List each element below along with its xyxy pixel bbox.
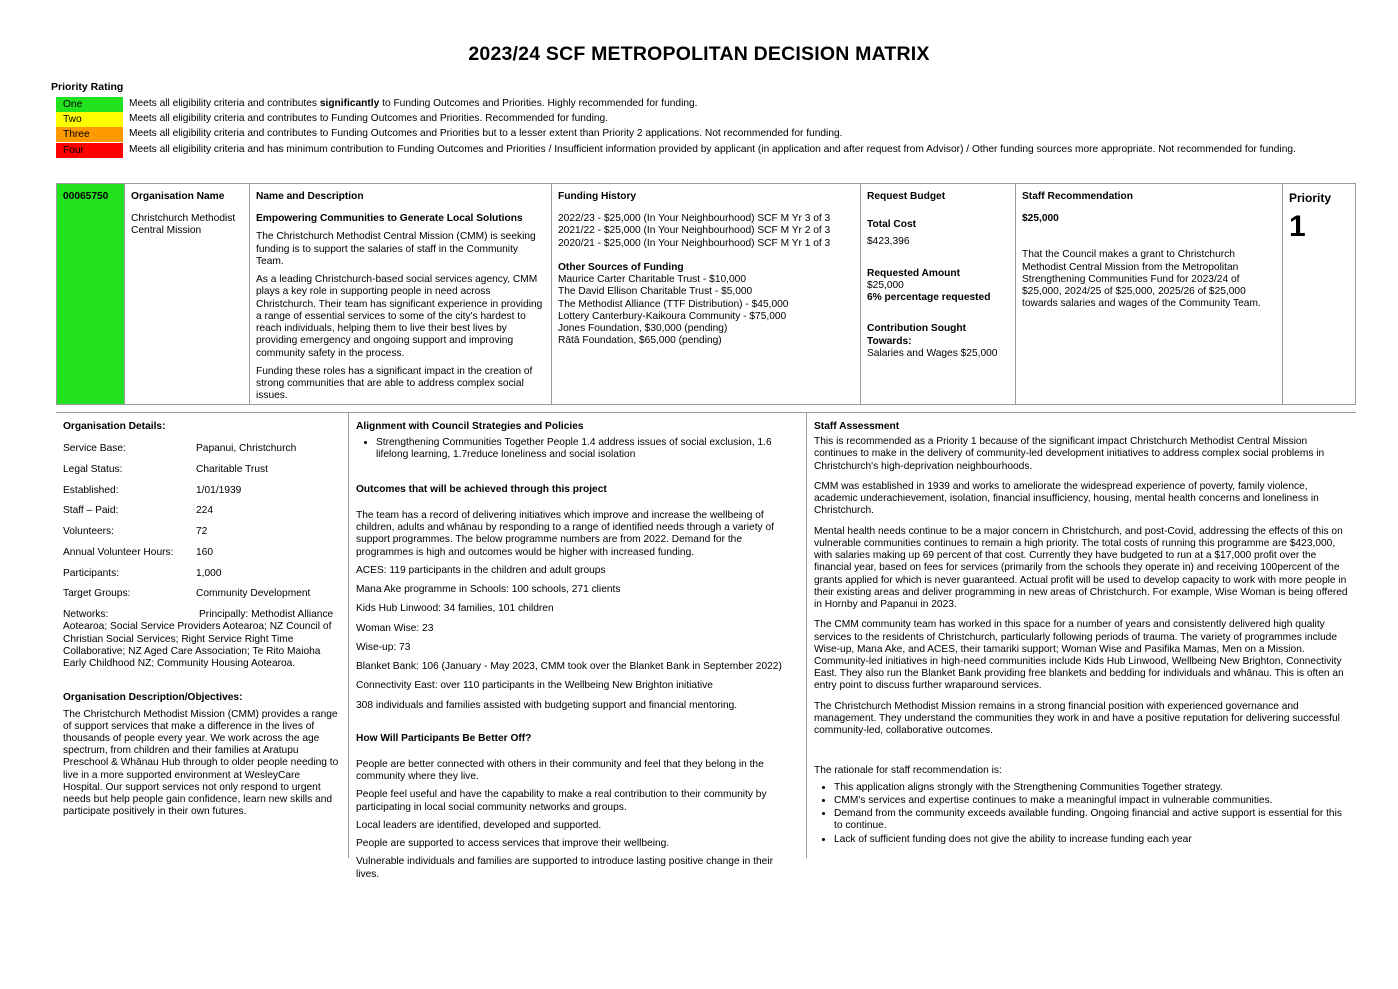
- staff-recommendation-text: That the Council makes a grant to Christchurch Methodist Central Mission from the Metropolitan Strengthening Communities Fund for 2023/24 of $25,000, 2024/25 of $25,000, 2025/26 of $25,000 towards salaries and wages of the Community Team.: [1022, 249, 1261, 310]
- funding-history-column: [552, 184, 861, 404]
- detail-row: [63, 547, 341, 559]
- application-id: 00065750: [57, 184, 125, 404]
- detail-value: Papanui, Christchurch: [196, 443, 297, 455]
- detail-label: Annual Volunteer Hours:: [63, 546, 174, 558]
- total-cost-value: $423,396: [867, 236, 910, 248]
- funding-history-item: 2020/21 - $25,000 (In Your Neighbourhood) SCF M Yr 1 of 3: [558, 237, 831, 249]
- other-source-item: The Methodist Alliance (TTF Distribution) - $45,000: [558, 298, 789, 310]
- description-paragraph: As a leading Christchurch-based social services agency, CMM plays a key role in supporting people in need across Christchurch. Their team has significant experience in providing a range of essential services to some of the city's hardest to reach individuals, helping them to live their best lives by providing emergency and ongoing support and improving community safety in the process.: [256, 274, 543, 359]
- better-off-item: Local leaders are identified, developed and supported.: [356, 819, 602, 831]
- other-source-item: Maurice Carter Charitable Trust - $10,000: [558, 274, 746, 286]
- priority-description: [123, 97, 1316, 110]
- priority-legend-row: [56, 127, 1316, 142]
- networks-label: Networks:: [63, 609, 109, 621]
- other-source-item: Lottery Canterbury-Kaikoura Community - $75,000: [558, 310, 787, 322]
- organisation-details-column: [56, 413, 349, 858]
- contribution-label: Contribution Sought Towards:: [867, 323, 967, 347]
- outcomes-header: Outcomes that will be achieved through this project: [356, 483, 607, 495]
- page-title: 2023/24 SCF METROPOLITAN DECISION MATRIX: [468, 43, 930, 65]
- outcome-item: Kids Hub Linwood: 34 families, 101 children: [356, 603, 554, 615]
- staff-recommendation-column: [1016, 184, 1283, 404]
- assessment-paragraph: The Christchurch Methodist Mission remains in a strong financial position with experienced governance and management. They understand the communities they work in and have a positive reputation for delivering successful community-led, collaborative outcomes.: [814, 700, 1340, 737]
- alignment-list: [356, 437, 799, 461]
- detail-value: 160: [196, 546, 213, 558]
- priority-description: [123, 143, 1316, 156]
- priority-value: 1: [1289, 210, 1306, 244]
- detail-row: [63, 443, 341, 455]
- other-source-item: Rātā Foundation, $65,000 (pending): [558, 335, 722, 347]
- request-budget-column: [861, 184, 1016, 404]
- outcome-item: Wise-up: 73: [356, 641, 411, 653]
- priority-swatch: One: [56, 97, 123, 112]
- detail-value: 224: [196, 505, 213, 517]
- priority-text-emphasis: significantly: [319, 98, 380, 109]
- priority-text: to Funding Outcomes and Priorities. Highly recommended for funding.: [379, 98, 698, 109]
- detail-label: Target Groups:: [63, 588, 131, 600]
- project-title: Empowering Communities to Generate Local Solutions: [256, 213, 523, 225]
- decision-matrix-row: [56, 183, 1356, 405]
- priority-text: Meets all eligibility criteria and contributes to Funding Outcomes and Priorities but to a lesser extent than Priority 2 applications. Not recommended for funding.: [129, 128, 843, 139]
- name-description-header: Name and Description: [256, 191, 364, 202]
- better-off-item: People are supported to access services that improve their wellbeing.: [356, 838, 670, 850]
- assessment-paragraph: Mental health needs continue to be a major concern in Christchurch, and post-Covid, addressing the effects of this on vulnerable communities continues to remain a high priority. The total costs of running this programme are $423,000, with salaries making up 69 percent of that cost. Currently they have budgeted to run at a $17,000 profit over the financial year, based on fees for services (primarily from the schools they operate in) and receiving 100percent of the grants applied for which is never guaranteed. Actual profit will be used to develop capacity to work with more people in their existing areas and deliver programming in new areas of Christchurch. For example, Wise Woman is being offered in Hornby and Papanui in 2023.: [814, 525, 1348, 611]
- funding-history-item: 2022/23 - $25,000 (In Your Neighbourhood) SCF M Yr 3 of 3: [558, 213, 831, 225]
- better-off-header: How Will Participants Be Better Off?: [356, 732, 532, 744]
- detail-label: Volunteers:: [63, 526, 114, 538]
- other-sources-header: Other Sources of Funding: [558, 261, 684, 273]
- priority-text: Meets all eligibility criteria and contributes: [129, 98, 320, 109]
- detail-value: Charitable Trust: [196, 463, 268, 475]
- assessment-paragraph: This is recommended as a Priority 1 because of the significant impact Christchurch Methodist Central Mission continues to make in the delivery of community-led development initiatives to address complex social problems in Christchurch's high-deprivation neighbourhoods.: [814, 436, 1325, 472]
- funding-history-header: Funding History: [558, 191, 637, 202]
- detail-value: 1,000: [196, 567, 222, 579]
- rationale-list: [814, 782, 1349, 846]
- detail-row: [63, 568, 341, 580]
- detail-label: Participants:: [63, 567, 120, 579]
- outcome-item: Connectivity East: over 110 participants in the Wellbeing New Brighton initiative: [356, 680, 713, 692]
- assessment-paragraph: CMM was established in 1939 and works to ameliorate the widespread experience of poverty, family violence, academic underachievement, isolation, financial insufficiency, housing, mental health concerns and loneliness in Christchurch.: [814, 480, 1319, 517]
- alignment-item: • Strengthening Communities Together People 1.4 address issues of social exclusion, 1.6 lifelong learning, 1.7reduce loneliness and social isolation: [376, 437, 799, 461]
- other-source-item: The David Ellison Charitable Trust - $5,000: [558, 286, 753, 298]
- funding-history-item: 2021/22 - $25,000 (In Your Neighbourhood) SCF M Yr 2 of 3: [558, 225, 831, 237]
- priority-description: [123, 127, 1316, 140]
- rationale-intro: The rationale for staff recommendation is:: [814, 765, 1002, 777]
- name-description-column: [250, 184, 552, 404]
- better-off-item: People are better connected with others in their community and feel that they belong in the community where they live.: [356, 758, 764, 783]
- detail-row: [63, 526, 341, 538]
- detail-row: [63, 464, 341, 476]
- priority-legend-row: [56, 112, 1316, 127]
- networks-row: [63, 609, 341, 621]
- priority-swatch: Two: [56, 112, 123, 127]
- priority-description: [123, 112, 1316, 125]
- priority-legend-row: [56, 97, 1316, 112]
- detail-value: Community Development: [196, 588, 311, 600]
- outcome-item: Blanket Bank: 106 (January - May 2023, CMM took over the Blanket Bank in September 2022): [356, 661, 782, 673]
- priority-header: Priority: [1289, 191, 1332, 205]
- request-budget-header: Request Budget: [867, 191, 946, 202]
- better-off-item: People feel useful and have the capability to make a real contribution to their community by participating in local social community networks and groups.: [356, 789, 767, 813]
- detail-label: Established:: [63, 484, 119, 496]
- outcome-item: Woman Wise: 23: [356, 622, 434, 634]
- staff-recommended-amount: $25,000: [1022, 213, 1059, 225]
- detail-label: Staff – Paid:: [63, 505, 119, 517]
- detail-value: 1/01/1939: [196, 484, 242, 496]
- rationale-item: • Lack of sufficient funding does not give the ability to increase funding each year: [834, 834, 1349, 846]
- contribution-value: Salaries and Wages $25,000: [867, 347, 998, 359]
- priority-swatch: Four: [56, 143, 123, 158]
- outcome-item: Mana Ake programme in Schools: 100 schools, 271 clients: [356, 584, 621, 596]
- detail-row: [63, 505, 341, 517]
- organisation-description: The Christchurch Methodist Mission (CMM) provides a range of support services that make a difference in the lives of thousands of people every year. We work across the age spectrum, from children and their families at Aratupu Preschool & Whānau Hub through to older people needing to live in a more supported environment at WesleyCare Hospital. Our support services not only respond to urgent needs but help people gain confidence, learn new skills and participate positively in their own futures.: [63, 708, 339, 818]
- outcomes-intro: The team has a record of delivering initiatives which improve and increase the wellbeing of children, adults and whānau by responding to a range of identified needs through a variety of support programmes. The below programme numbers are from 2022. Demand for the programmes is high and outcomes would be higher with increased funding.: [356, 509, 774, 558]
- rationale-item: • Demand from the community exceeds available funding. Ongoing financial and active support is essential for this to continue.: [834, 808, 1349, 832]
- details-section: [56, 413, 1356, 880]
- total-cost-label: Total Cost: [867, 219, 917, 231]
- alignment-header: Alignment with Council Strategies and Policies: [356, 421, 584, 432]
- staff-assessment-column: [807, 413, 1356, 858]
- description-paragraph: The Christchurch Methodist Central Mission (CMM) is seeking funding is to support the salaries of staff in the Community Team.: [256, 231, 536, 267]
- rationale-item: • CMM's services and expertise continues to make a meaningful impact in vulnerable communities.: [834, 795, 1349, 807]
- other-source-item: Jones Foundation, $30,000 (pending): [558, 323, 728, 335]
- rationale-item: • This application aligns strongly with the Strengthening Communities Together strategy.: [834, 782, 1349, 794]
- networks-first: Principally: Methodist Alliance: [199, 609, 334, 621]
- detail-label: Service Base:: [63, 443, 126, 455]
- networks-rest: Aotearoa; Social Service Providers Aotearoa; NZ Council of Christian Social Services; Right Service Right Time Collaborative; NZ Aged Care Association; Te Rito Maioha Early Childhood NZ; Community Housing Aotearoa.: [63, 621, 332, 670]
- outcome-item: ACES: 119 participants in the children and adult groups: [356, 564, 606, 576]
- priority-rating-heading: Priority Rating: [51, 81, 124, 93]
- priority-legend-row: [56, 143, 1316, 158]
- better-off-item: Vulnerable individuals and families are supported to introduce lasting positive change in their lives.: [356, 856, 773, 880]
- percentage-requested: 6% percentage requested: [867, 292, 991, 304]
- detail-row: [63, 485, 341, 497]
- requested-amount-value: $25,000: [867, 279, 904, 291]
- alignment-column: [349, 413, 807, 880]
- staff-recommendation-header: Staff Recommendation: [1022, 191, 1133, 202]
- requested-amount-label: Requested Amount: [867, 267, 961, 279]
- description-paragraph: Funding these roles has a significant impact in the creation of strong communities that are able to address complex social issues.: [256, 365, 533, 402]
- outcome-item: 308 individuals and families assisted with budgeting support and financial mentoring.: [356, 699, 738, 711]
- detail-label: Legal Status:: [63, 463, 123, 475]
- priority-swatch: Three: [56, 127, 123, 142]
- organisation-name-header: Organisation Name: [131, 191, 225, 202]
- organisation-column: [125, 184, 250, 404]
- priority-legend: [56, 97, 1316, 158]
- priority-column: [1283, 184, 1355, 404]
- organisation-details-header: Organisation Details:: [63, 421, 166, 432]
- detail-row: [63, 588, 341, 600]
- staff-assessment-header: Staff Assessment: [814, 421, 900, 432]
- organisation-description-header: Organisation Description/Objectives:: [63, 692, 243, 704]
- priority-text: Meets all eligibility criteria and has minimum contribution to Funding Outcomes and Priorities / Insufficient information provided by applicant (in application and after request from Advisor) / Other funding sources more appropriate. Not recommended for funding.: [129, 144, 1296, 155]
- organisation-name: Christchurch Methodist Central Mission: [131, 213, 236, 237]
- assessment-paragraph: The CMM community team has worked in this space for a number of years and consistently delivered high quality services to the residents of Christchurch, particularly following periods of trauma. The variety of programmes include Wise-up, Mana Ake, and ACES, their tamariki support; Woman Wise and Pasifika Mamas, Men on a Mission. Community-led initiatives in high-need communities include Kids Hub Linwood, Wellbeing New Brighton, Connectivity East. They also run the Blanket Bank providing free blankets and bedding for individuals and whānau. This is often an entry point to discuss further wraparound services.: [814, 619, 1344, 692]
- detail-value: 72: [196, 526, 208, 538]
- priority-text: Meets all eligibility criteria and contributes to Funding Outcomes and Priorities. Recommended for funding.: [129, 113, 609, 124]
